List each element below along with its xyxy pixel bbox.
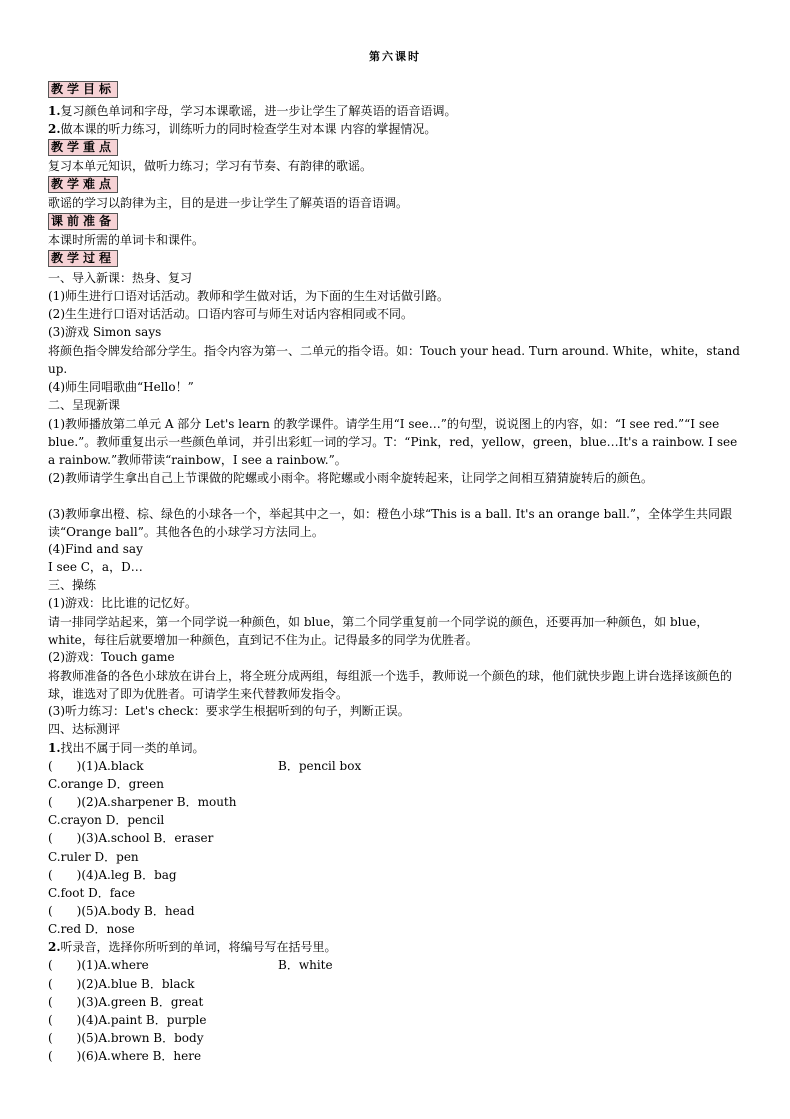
s1-3: (3)游戏 Simon says xyxy=(48,325,162,339)
s2-4a: I see C，a，D… xyxy=(48,560,143,574)
q2-num: 2. xyxy=(48,940,61,954)
q2-text: 听录音，选择你所听到的单词，将编号写在括号里。 xyxy=(60,940,337,954)
q1-text: 找出不属于同一类的单词。 xyxy=(60,741,205,755)
q1-item-3-cd: C.ruler D．pen xyxy=(48,850,139,864)
s1-1: (1)师生进行口语对话活动。教师和学生做对话，为下面的生生对话做引路。 xyxy=(48,289,450,303)
s1-4: (4)师生同唱歌曲“Hello！” xyxy=(48,380,194,394)
q2-item-5: ( )(5)A.brown B．body xyxy=(48,1031,204,1045)
s4-head: 四、达标测评 xyxy=(48,722,121,736)
goal-2-text: 做本课的听力练习，训练听力的同时检查学生对本课 内容的掌握情况。 xyxy=(60,122,437,136)
q1-item-5-ab: ( )(5)A.body B．head xyxy=(48,904,195,918)
section-goal xyxy=(48,81,118,98)
difficult-text: 歌谣的学习以韵律为主，目的是进一步让学生了解英语的语音语调。 xyxy=(48,196,409,210)
process-label: 教学过程 xyxy=(48,250,118,267)
key-label: 教学重点 xyxy=(48,139,118,156)
q2 xyxy=(48,939,337,955)
goal-1 xyxy=(48,103,457,119)
q1-item-4-ab: ( )(4)A.leg B．bag xyxy=(48,868,177,882)
q1-item-2-cd: C.crayon D．pencil xyxy=(48,813,165,827)
goal-label: 教学目标 xyxy=(48,81,118,98)
s3-2a: 将教师准备的各色小球放在讲台上，将全班分成两组，每组派一个选手，教师说一个颜色的球，他们就快步跑上讲台选择该颜色的球，谁选对了即为优胜者。可请学生来代替教师发指令。 xyxy=(48,669,733,701)
prep-label: 课前准备 xyxy=(48,213,118,230)
q2-item-6: ( )(6)A.where B．here xyxy=(48,1049,202,1063)
s3-1: (1)游戏：比比谁的记忆好。 xyxy=(48,596,197,610)
page-title: 第六课时 xyxy=(369,50,421,63)
section-process xyxy=(48,250,118,267)
q1-item-1-b: B．pencil box xyxy=(278,759,362,773)
s3-2: (2)游戏：Touch game xyxy=(48,650,175,664)
key-text: 复习本单元知识，做听力练习；学习有节奏、有韵律的歌谣。 xyxy=(48,159,373,173)
q1-item-1-ab xyxy=(48,758,362,774)
difficult-label: 教学难点 xyxy=(48,176,118,193)
q1-item-5-cd: C.red D．nose xyxy=(48,922,135,936)
q1-item-2-ab: ( )(2)A.sharpener B．mouth xyxy=(48,795,237,809)
section-prep xyxy=(48,213,118,230)
q1-item-3-ab: ( )(3)A.school B．eraser xyxy=(48,831,214,845)
q2-item-1-a: ( )(1)A.where xyxy=(48,958,149,972)
s3-head: 三、操练 xyxy=(48,578,97,592)
s3-1a: 请一排同学站起来，第一个同学说一种颜色，如 blue，第二个同学重复前一个同学说的颜色，还要再加一种颜色，如 blue，white，每往后就要增加一种颜色，直到记不住为止。记得最多的同学为优胜者。 xyxy=(48,615,709,647)
q2-item-4: ( )(4)A.paint B．purple xyxy=(48,1013,207,1027)
s1-head: 一、导入新课：热身、复习 xyxy=(48,271,193,285)
section-key xyxy=(48,139,118,156)
s2-1: (1)教师播放第二单元 A 部分 Let's learn 的教学课件。请学生用“I see…”的句型，说说图上的内容，如：“I see red.”“I see blue.”。教师重复出示一些颜色单词，并引出彩虹一词的学习。T：“Pink，red，yellow，green，blue…It's a rainbow. I see a rainbow.”教师带读“rainbow，I see a rainbow.”。 xyxy=(48,417,738,467)
s2-2: (2)教师请学生拿出自己上节课做的陀螺或小雨伞。将陀螺或小雨伞旋转起来，让同学之间相互猜猜旋转后的颜色。 xyxy=(48,471,654,485)
goal-2-num: 2. xyxy=(48,122,61,136)
s1-3a: 将颜色指令牌发给部分学生。指令内容为第一、二单元的指令语。如：Touch your head. Turn around. White，white，stand up. xyxy=(48,344,740,376)
s2-4: (4)Find and say xyxy=(48,542,143,556)
s2-3: (3)教师拿出橙、棕、绿色的小球各一个，举起其中之一，如：橙色小球“This is a ball. It's an orange ball.”，全体学生共同跟读“Orange ball”。其他各色的小球学习方法同上。 xyxy=(48,507,733,539)
q1-item-1-a: ( )(1)A.black xyxy=(48,759,144,773)
q1-item-4-cd: C.foot D．face xyxy=(48,886,136,900)
q2-item-1-b: B．white xyxy=(278,958,333,972)
goal-1-text: 复习颜色单词和字母，学习本课歌谣，进一步让学生了解英语的语音语调。 xyxy=(60,104,457,118)
q1-num: 1. xyxy=(48,741,61,755)
q2-item-1 xyxy=(48,957,333,973)
s2-head: 二、呈现新课 xyxy=(48,398,121,412)
q1-item-1-cd: C.orange D．green xyxy=(48,777,164,791)
goal-1-num: 1. xyxy=(48,104,61,118)
q2-item-3: ( )(3)A.green B．great xyxy=(48,995,204,1009)
goal-2 xyxy=(48,121,436,137)
prep-text: 本课时所需的单词卡和课件。 xyxy=(48,233,205,247)
q2-item-2: ( )(2)A.blue B．black xyxy=(48,977,195,991)
q1 xyxy=(48,740,205,756)
section-difficult xyxy=(48,176,118,193)
s3-3: (3)听力练习：Let's check：要求学生根据听到的句子，判断正误。 xyxy=(48,704,410,718)
s1-2: (2)生生进行口语对话活动。口语内容可与师生对话内容相同或不同。 xyxy=(48,307,414,321)
